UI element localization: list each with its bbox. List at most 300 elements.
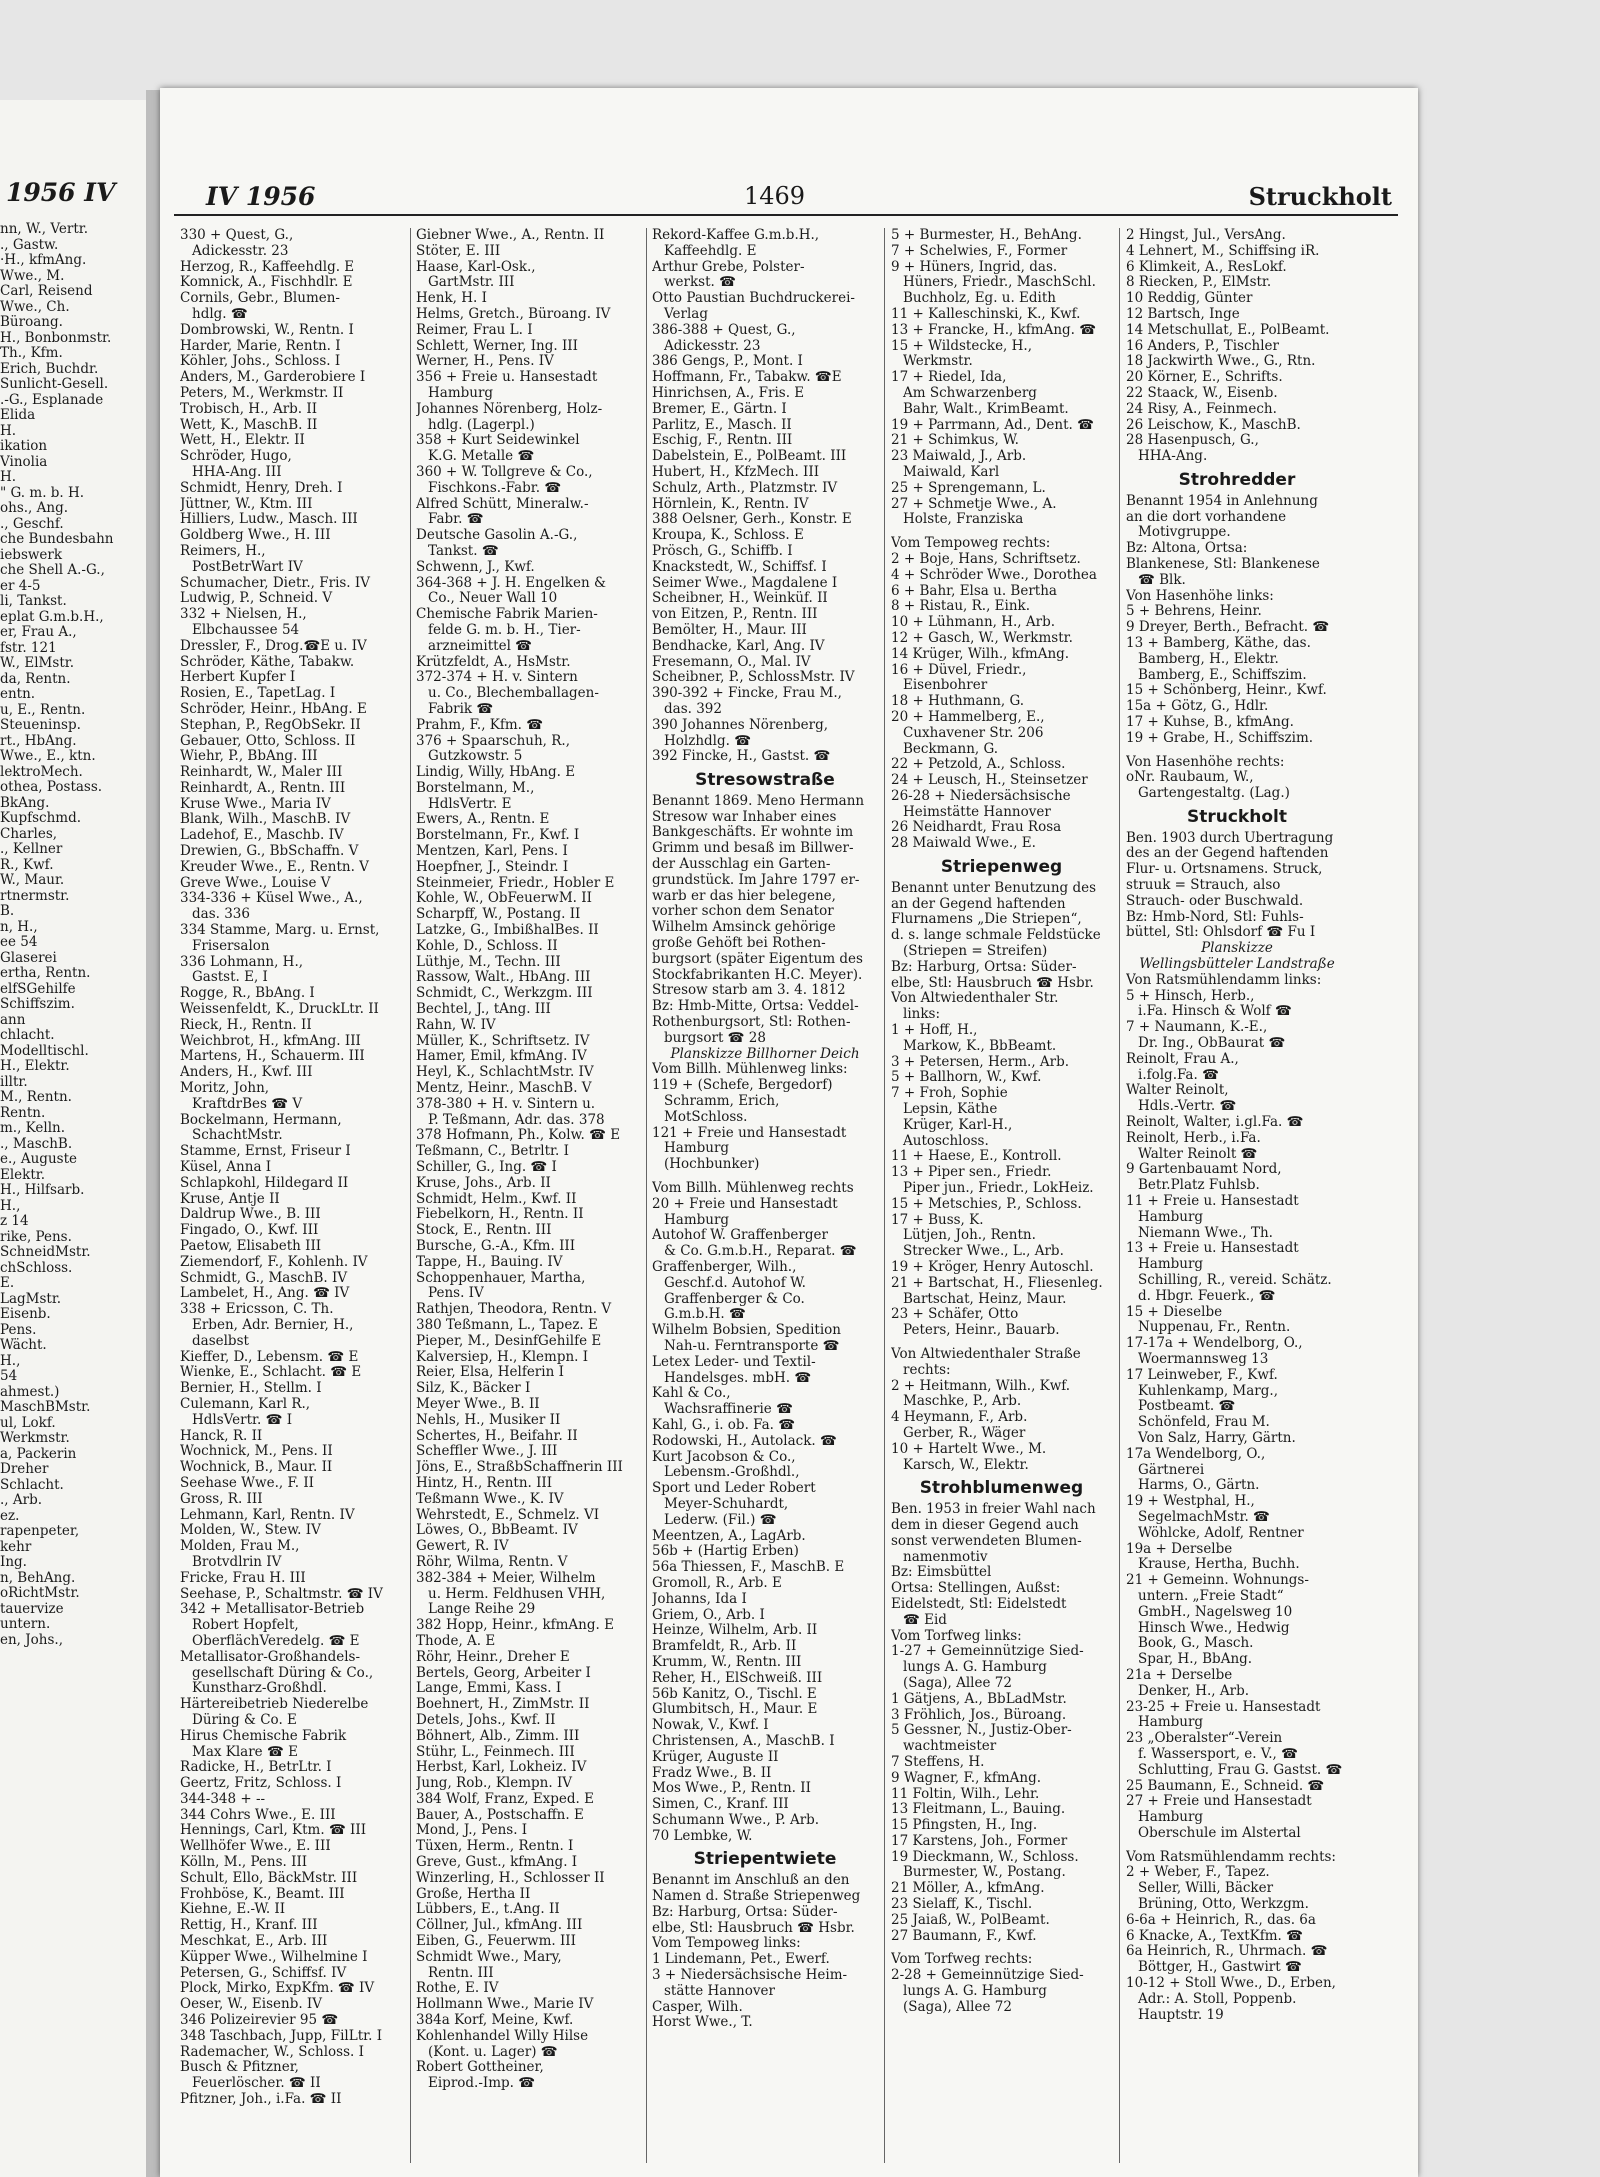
plan-sketch-note: Wellingsbütteler Landstraße: [1139, 957, 1335, 973]
directory-entry: Motivgruppe.: [1138, 525, 1231, 541]
directory-entry: Boehnert, H., ZimMstr. II: [416, 1697, 590, 1713]
directory-entry: 390-392 + Fincke, Frau M.,: [652, 686, 842, 702]
directory-entry: 19 + Westphal, H.,: [1126, 1494, 1255, 1510]
directory-entry: Reinolt, Frau A.,: [1126, 1051, 1239, 1067]
directory-entry: Dabelstein, E., PolBeamt. III: [652, 449, 847, 465]
directory-entry: Kruse, Johs., Arb. II: [416, 1175, 551, 1191]
directory-entry: 360 + W. Tollgreve & Co.,: [416, 464, 593, 480]
directory-entry: Nuppenau, Fr., Rentn.: [1138, 1320, 1291, 1336]
directory-entry: Rettig, H., Kranf. III: [180, 1918, 318, 1934]
directory-entry: Schönfeld, Frau M.: [1138, 1415, 1270, 1431]
directory-entry: Reier, Elsa, Helferin I: [416, 1365, 564, 1381]
left-fragment-line: rt., HbAng.: [0, 733, 77, 749]
left-fragment-line: ahmest.): [0, 1384, 60, 1400]
left-fragment-line: Rentn.: [0, 1105, 46, 1121]
directory-entry: der Ausschlag ein Garten-: [652, 857, 831, 873]
left-fragment-line: Wwe., Ch.: [0, 299, 70, 315]
page-number: 1469: [744, 182, 806, 210]
directory-entry: Pieper, M., DesinfGehilfe E: [416, 1333, 602, 1349]
directory-entry: Prösch, G., Schiffb. I: [652, 543, 793, 559]
directory-entry: Radicke, H., BetrLtr. I: [180, 1760, 332, 1776]
directory-entry: Parlitz, E., Masch. II: [652, 417, 792, 433]
directory-entry: Deutsche Gasolin A.-G.,: [416, 528, 578, 544]
directory-entry: 13 + Bamberg, Käthe, das.: [1126, 635, 1311, 651]
directory-entry: 1 + Hoff, H.,: [891, 1023, 978, 1039]
left-fragment-line: e., Auguste: [0, 1152, 77, 1167]
directory-entry: 17 + Buss, K.: [891, 1212, 984, 1228]
directory-entry: Strauch- oder Buschwald.: [1126, 893, 1304, 909]
directory-entry: Küpper Wwe., Wilhelmine I: [180, 1949, 368, 1965]
directory-entry: Scheibner, P., SchlossMstr. IV: [652, 670, 855, 686]
directory-entry: 1 Lindemann, Pet., Ewerf.: [652, 1952, 830, 1968]
left-fragment-line: illtr.: [0, 1074, 28, 1090]
directory-entry: 23 Sielaff, K., Tischl.: [891, 1897, 1033, 1913]
plan-sketch-note: Planskizze Billhorner Deich: [670, 1046, 860, 1062]
left-fragment-line: elfSGehilfe: [0, 981, 76, 997]
directory-entry: Seehase Wwe., F. II: [180, 1475, 314, 1491]
directory-entry: 19 + Kröger, Henry Autoschl.: [891, 1260, 1094, 1275]
directory-entry: Von Altwiedenthaler Straße: [891, 1346, 1081, 1362]
directory-entry: von Eitzen, P., Rentn. III: [652, 607, 818, 623]
directory-entry: Oberschule im Alstertal: [1138, 1825, 1301, 1841]
directory-entry: Adr.: A. Stoll, Poppenb.: [1138, 1991, 1297, 2007]
directory-entry: das. 336: [192, 907, 250, 923]
directory-entry: Flur- u. Ortsnamens. Struck,: [1126, 862, 1323, 878]
directory-entry: Kurt Jacobson & Co.,: [652, 1449, 796, 1465]
directory-entry: Meschkat, E., Arb. III: [180, 1934, 328, 1950]
directory-entry: 18 Jackwirth Wwe., G., Rtn.: [1126, 354, 1316, 370]
directory-entry: 20 + Freie und Hansestadt: [652, 1196, 838, 1212]
left-fragment-line: ·H., kfmAng.: [0, 253, 87, 268]
directory-entry: Wett, K., MaschB. II: [180, 417, 318, 433]
directory-entry: Krüger, Auguste II: [652, 1749, 779, 1765]
directory-entry: Lambelet, H., Ang. ☎ IV: [180, 1286, 350, 1302]
left-fragment-line: rtnermstr.: [0, 888, 70, 904]
left-fragment-line: Wächt.: [0, 1338, 47, 1353]
directory-entry: Herbst, Karl, Lokheiz. IV: [416, 1760, 587, 1776]
left-fragment-line: Sunlicht-Gesell.: [0, 377, 109, 392]
street-heading: Struckholt: [1187, 806, 1287, 827]
left-fragment-line: H.,: [0, 1353, 21, 1369]
directory-entry: Kuhlenkamp, Marg.,: [1138, 1383, 1278, 1399]
directory-entry: Paetow, Elisabeth III: [180, 1239, 322, 1254]
directory-entry: Wehrstedt, E., Schmelz. VI: [416, 1507, 600, 1523]
left-fragment-line: Schlacht.: [0, 1477, 64, 1493]
directory-entry: Robert Hopfelt,: [192, 1618, 299, 1634]
directory-entry: Otto Paustian Buchdruckerei-: [652, 291, 855, 307]
directory-entry: 56a Thiessen, F., MaschB. E: [652, 1560, 845, 1576]
directory-entry: Bamberg, H., Elektr.: [1138, 651, 1279, 667]
directory-entry: Rassow, Walt., HbAng. III: [416, 970, 591, 986]
directory-entry: OberflächVeredelg. ☎ E: [192, 1633, 360, 1649]
directory-entry: Bz: Harburg, Ortsa: Süder-: [891, 959, 1077, 975]
directory-entry: 3 Fröhlich, Jos., Büroang.: [891, 1707, 1067, 1723]
directory-entry: Kohlenhandel Willy Hilse: [416, 2028, 589, 2044]
left-fragment-line: n, BehAng.: [0, 1570, 76, 1586]
directory-entry: felde G. m. b. H., Tier-: [428, 622, 581, 638]
directory-entry: Bremer, E., Gärtn. I: [652, 401, 787, 417]
directory-entry: Flurnamens „Die Striepen“,: [891, 912, 1082, 928]
left-fragment-line: H.: [0, 470, 17, 485]
directory-entry: Lepsin, Käthe: [903, 1102, 998, 1118]
spacer: [1126, 1842, 1348, 1850]
directory-entry: Feuerlöscher. ☎ II: [192, 2076, 321, 2092]
directory-entry: Vom Ratsmühlendamm rechts:: [1126, 1849, 1336, 1865]
directory-entry: Giebner Wwe., A., Rentn. II: [416, 228, 605, 243]
directory-entry: Winzerling, H., Schlosser II: [416, 1870, 605, 1886]
street-heading: Strohblumenweg: [919, 1478, 1084, 1499]
directory-entry: 22 + Petzold, A., Schloss.: [891, 757, 1066, 773]
directory-entry: 2 Hingst, Jul., VersAng.: [1126, 228, 1286, 243]
left-fragment-line: SchneidMstr.: [0, 1245, 91, 1260]
directory-entry: 338 + Ericsson, C. Th.: [180, 1302, 334, 1318]
directory-entry: Hintz, H., Rentn. III: [416, 1475, 553, 1491]
left-fragment-line: m., Kelln.: [0, 1121, 66, 1136]
directory-entry: 28 Hasenpusch, G.,: [1126, 433, 1259, 449]
directory-entry: 332 + Nielsen, H.,: [180, 607, 307, 623]
directory-entry: Chemische Fabrik Marien-: [416, 607, 598, 623]
directory-entry: Kahl, G., i. ob. Fa. ☎: [652, 1417, 796, 1433]
directory-entry: Borstelmann, M.,: [416, 780, 535, 796]
directory-entry: Mentz, Heinr., MaschB. V: [416, 1081, 592, 1097]
directory-entry: Fresemann, O., Mal. IV: [652, 654, 811, 670]
directory-entry: Maiwald, Karl: [903, 464, 1000, 480]
directory-entry: vorher schon dem Senator: [652, 904, 834, 920]
directory-entry: Karsch, W., Elektr.: [903, 1457, 1029, 1473]
directory-entry: 6 Klimkeit, A., ResLokf.: [1126, 259, 1287, 275]
directory-entry: Rentn. III: [428, 1965, 494, 1981]
directory-entry: Benannt unter Benutzung des: [891, 880, 1097, 896]
directory-entry: Von Hasenhöhe links:: [1126, 588, 1274, 604]
directory-entry: Co., Neuer Wall 10: [428, 591, 558, 607]
left-fragment-line: 54: [0, 1369, 18, 1384]
directory-entry: 17 Karstens, Joh., Former: [891, 1833, 1068, 1849]
directory-entry: Vom Torfweg rechts:: [891, 1952, 1033, 1968]
directory-entry: an der Gegend haftenden: [891, 896, 1066, 912]
plan-sketch-note: Planskizze: [1201, 941, 1273, 957]
directory-entry: Heinze, Wilhelm, Arb. II: [652, 1623, 818, 1639]
directory-entry: Lindig, Willy, HbAng. E: [416, 765, 576, 781]
directory-entry: Book, G., Masch.: [1138, 1636, 1254, 1652]
directory-entry: 7 Steffens, H.: [891, 1754, 985, 1770]
directory-entry: i.folg.Fa. ☎: [1138, 1067, 1219, 1083]
directory-entry: Teßmann, C., Betrltr. I: [416, 1144, 569, 1160]
directory-entry: Heimstätte Hannover: [903, 804, 1051, 820]
directory-entry: 12 + Gasch, W., Werkmstr.: [891, 630, 1073, 646]
directory-entry: Burmester, W., Postang.: [903, 1865, 1066, 1881]
directory-entry: Bartschat, Heinz, Maur.: [903, 1291, 1067, 1307]
left-fragment-line: H., Elektr.: [0, 1059, 70, 1074]
directory-entry: Simen, C., Kranf. III: [652, 1797, 789, 1813]
directory-entry: Oeser, W., Eisenb. IV: [180, 1997, 323, 2013]
running-street-head: Struckholt: [1248, 182, 1392, 211]
directory-entry: Johannes Nörenberg, Holz-: [416, 401, 603, 417]
directory-entry: 15 + Wildstecke, H.,: [891, 338, 1032, 354]
directory-entry: Schilling, R., vereid. Schätz.: [1138, 1273, 1332, 1288]
left-fragment-line: chlacht.: [0, 1028, 55, 1043]
directory-entry: Reimers, H.,: [180, 543, 266, 559]
directory-entry: Rothe, E. IV: [416, 1981, 499, 1997]
directory-entry: f. Wassersport, e. V., ☎: [1138, 1746, 1298, 1762]
left-fragment-line: che Shell A.-G.,: [0, 563, 105, 578]
directory-entry: Spar, H., BbAng.: [1138, 1652, 1253, 1668]
directory-entry: Scharpff, W., Postang. II: [416, 907, 581, 923]
directory-entry: Wochnick, B., Maur. II: [180, 1460, 333, 1476]
left-fragment-line: E.: [0, 1276, 15, 1291]
directory-entry: 23 „Oberalster“-Verein: [1126, 1731, 1283, 1747]
directory-entry: Schlapkohl, Hildegard II: [180, 1175, 349, 1191]
directory-entry: Kaffeehdlg. E: [664, 243, 757, 259]
directory-entry: 378 Hofmann, Ph., Kolw. ☎ E: [416, 1128, 621, 1144]
directory-entry: grundstück. Im Jahre 1797 er-: [652, 872, 860, 888]
directory-entry: werkst. ☎: [664, 275, 736, 291]
directory-entry: Alfred Schütt, Mineralw.-: [416, 496, 589, 512]
directory-entry: Knackstedt, W., Schiffsf. I: [652, 559, 827, 575]
directory-entry: Von Salz, Harry, Gärtn.: [1138, 1430, 1296, 1446]
directory-entry: 13 Fleitmann, L., Bauing.: [891, 1802, 1066, 1818]
directory-entry: Hüners, Friedr., MaschSchl.: [903, 275, 1096, 291]
directory-entry: i.Fa. Hinsch & Wolf ☎: [1138, 1004, 1292, 1020]
directory-entry: Eidelstedt, Stl: Eidelstedt: [891, 1596, 1067, 1612]
directory-entry: HHA-Ang.: [1138, 449, 1208, 465]
directory-entry: Müller, K., Schriftsetz. IV: [416, 1033, 590, 1049]
directory-entry: 9 Gartenbauamt Nord,: [1126, 1162, 1282, 1178]
directory-entry: 14 Metschullat, E., PolBeamt.: [1126, 322, 1330, 338]
directory-entry: Lebensm.-Großhdl.,: [664, 1465, 800, 1481]
directory-entry: Vom Billh. Mühlenweg rechts: [652, 1181, 854, 1197]
directory-entry: Autoschloss.: [903, 1133, 989, 1149]
directory-entry: Dressler, F., Drog.☎E u. IV: [180, 638, 367, 654]
left-fragment-line: ., MaschB.: [0, 1136, 73, 1152]
directory-entry: Strecker Wwe., L., Arb.: [903, 1244, 1064, 1260]
directory-entry: 17a Wendelborg, O.,: [1126, 1446, 1266, 1462]
directory-entry: Bahr, Walt., KrimBeamt.: [903, 401, 1069, 417]
directory-entry: (Striepen = Streifen): [903, 944, 1048, 960]
directory-entry: Denker, H., Arb.: [1138, 1683, 1250, 1699]
directory-entry: Petersen, G., Schiffsf. IV: [180, 1965, 347, 1981]
left-fragment-line: W., Maur.: [0, 873, 65, 888]
directory-entry: Vom Tempoweg links:: [652, 1936, 801, 1952]
directory-entry: Bendhacke, Karl, Ang. IV: [652, 638, 825, 654]
left-fragment-line: " G. m. b. H.: [0, 485, 85, 501]
directory-entry: Steinmeier, Friedr., Hobler E: [416, 875, 615, 891]
directory-entry: Schlutting, Frau G. Gastst. ☎: [1138, 1762, 1343, 1778]
directory-entry: Hirus Chemische Fabrik: [180, 1728, 347, 1744]
directory-entry: Kiehne, E.-W. II: [180, 1902, 286, 1918]
directory-entry: Reinolt, Herb., i.Fa.: [1126, 1130, 1261, 1146]
directory-entry: Schumacher, Dietr., Fris. IV: [180, 575, 370, 591]
directory-entry: links:: [903, 1007, 940, 1023]
directory-entry: 5 Gessner, N., Justiz-Ober-: [891, 1723, 1072, 1739]
directory-entry: 6-6a + Heinrich, R., das. 6a: [1126, 1912, 1316, 1928]
directory-entry: das. 392: [664, 701, 722, 717]
directory-entry: Ladehof, E., Maschb. IV: [180, 828, 344, 844]
directory-entry: Robert Gottheiner,: [416, 2060, 544, 2076]
directory-entry: 13 + Francke, H., kfmAng. ☎: [891, 322, 1097, 338]
column-divider: [884, 228, 885, 2163]
left-fragment-line: Eisenb.: [0, 1307, 51, 1322]
directory-entry: Moritz, John,: [180, 1081, 270, 1097]
directory-entry: Hörnlein, K., Rentn. IV: [652, 496, 809, 512]
directory-entry: Schiller, G., Ing. ☎ I: [416, 1160, 557, 1176]
directory-entry: 11 + Freie u. Hansestadt: [1126, 1194, 1299, 1210]
directory-entry: 24 Risy, A., Feinmech.: [1126, 401, 1277, 417]
left-page-text: [0, 222, 140, 1648]
left-fragment-line: z 14: [0, 1214, 29, 1229]
left-fragment-line: M., Rentn.: [0, 1090, 72, 1105]
directory-entry: 17 + Riedel, Ida,: [891, 370, 1007, 386]
street-heading: Strohredder: [1178, 469, 1296, 490]
left-fragment-line: Werkmstr.: [0, 1431, 70, 1446]
directory-entry: 8 Riecken, P., ElMstr.: [1126, 275, 1272, 291]
directory-entry: Frisersalon: [192, 938, 270, 954]
left-fragment-line: iebswerk: [0, 547, 63, 563]
directory-entry: Borstelmann, Fr., Kwf. I: [416, 828, 580, 844]
directory-entry: Jüttner, W., Ktm. III: [180, 496, 313, 512]
directory-entry: Werner, H., Pens. IV: [416, 354, 554, 370]
directory-entry: büttel, Stl: Ohlsdorf ☎ Fu I: [1126, 925, 1316, 941]
directory-entry: Graffenberger & Co.: [664, 1291, 805, 1307]
directory-entry: 1-27 + Gemeinnützige Sied-: [891, 1644, 1084, 1660]
directory-entry: Hamburg: [664, 1212, 730, 1228]
directory-entry: Verlag: [664, 306, 708, 322]
directory-entry: namenmotiv: [903, 1549, 988, 1565]
directory-entry: Hilliers, Ludw., Masch. III: [180, 512, 358, 528]
directory-entry: Rathjen, Theodora, Rentn. V: [416, 1302, 612, 1318]
directory-entry: 26 Neidhardt, Frau Rosa: [891, 820, 1062, 836]
directory-entry: Ziemendorf, F., Kohlenh. IV: [180, 1254, 368, 1270]
directory-entry: Fingado, O., Kwf. III: [180, 1223, 319, 1239]
directory-entry: Ludwig, P., Schneid. V: [180, 591, 333, 607]
directory-entry: Anders, H., Kwf. III: [180, 1065, 313, 1081]
directory-entry: Wochnick, M., Pens. II: [180, 1444, 333, 1460]
directory-entry: Elbchaussee 54: [192, 622, 300, 638]
directory-entry: Benannt 1869. Meno Hermann: [652, 793, 865, 809]
directory-entry: oNr. Raubaum, W.,: [1126, 770, 1254, 786]
directory-entry: 2 + Boje, Hans, Schriftsetz.: [891, 551, 1081, 567]
directory-entry: Beckmann, G.: [903, 741, 999, 757]
directory-entry: Rosien, E., TapetLag. I: [180, 686, 336, 702]
directory-entry: Wellhöfer Wwe., E. III: [180, 1839, 331, 1855]
directory-entry: 28 Maiwald Wwe., E.: [891, 836, 1036, 852]
directory-entry: K.G. Metalle ☎: [428, 449, 535, 465]
directory-entry: Hamer, Emil, kfmAng. IV: [416, 1049, 587, 1065]
directory-entry: Greve, Gust., kfmAng. I: [416, 1855, 578, 1871]
directory-entry: P. Teßmann, Adr. das. 378: [428, 1112, 605, 1128]
directory-entry: Gastst. E, I: [192, 970, 268, 986]
directory-entry: Ben. 1903 durch Übertragung: [1126, 830, 1334, 846]
directory-entry: 11 + Kalleschinski, K., Kwf.: [891, 306, 1081, 322]
directory-entry: Cöllner, Jul., kfmAng. III: [416, 1918, 583, 1934]
street-heading: Stresowstraße: [695, 770, 835, 791]
directory-entry: Henk, H. I: [416, 291, 487, 307]
directory-entry: Lehmann, Karl, Rentn. IV: [180, 1507, 355, 1523]
directory-entry: Eiben, G., Feuerwm. III: [416, 1934, 576, 1950]
directory-entry: Haase, Karl-Osk.,: [416, 259, 536, 275]
directory-entry: Hinsch Wwe., Hedwig: [1138, 1620, 1290, 1636]
left-fragment-line: Dreher: [0, 1462, 49, 1477]
directory-entry: Anders, M., Garderobiere I: [180, 370, 366, 386]
directory-entry: GmbH., Nagelsweg 10: [1138, 1604, 1293, 1620]
directory-entry: Härtereibetrieb Niederelbe: [180, 1697, 369, 1713]
directory-entry: Hamburg: [428, 385, 494, 401]
directory-entry: Kölln, M., Pens. III: [180, 1855, 308, 1871]
directory-entry: Lange, Emmi, Kass. I: [416, 1681, 562, 1697]
directory-entry: 344 Cohrs Wwe., E. III: [180, 1807, 336, 1823]
directory-entry: 10 + Lühmann, H., Arb.: [891, 615, 1056, 631]
directory-entry: Max Klare ☎ E: [192, 1744, 298, 1760]
directory-entry: d. Hbgr. Feuerk., ☎: [1138, 1288, 1276, 1304]
directory-entry: 25 Baumann, E., Schneid. ☎: [1126, 1778, 1325, 1794]
directory-entry: Christensen, A., MaschB. I: [652, 1733, 835, 1749]
directory-entry: 15a + Götz, G., Hdlr.: [1126, 699, 1269, 715]
directory-entry: rechts:: [903, 1362, 951, 1378]
directory-entry: Holste, Franziska: [903, 512, 1024, 528]
directory-entry: 20 Körner, E., Schrifts.: [1126, 370, 1283, 386]
spacer: [891, 1339, 1112, 1347]
directory-entry: 25 + Sprengemann, L.: [891, 480, 1046, 496]
directory-entry: Schmidt, Henry, Dreh. I: [180, 480, 343, 496]
directory-entry: 19a + Derselbe: [1126, 1541, 1233, 1557]
directory-entry: Schröder, Hugo,: [180, 449, 292, 465]
directory-entry: SegelmachMstr. ☎: [1138, 1509, 1270, 1525]
directory-entry: Lütjen, Joh., Rentn.: [903, 1228, 1036, 1244]
left-page-fragment: [0, 100, 149, 2177]
header-rule: [174, 214, 1398, 216]
directory-entry: Reinolt, Walter, i.gl.Fa. ☎: [1126, 1115, 1304, 1131]
directory-entry: Scheibner, H., Weinküf. II: [652, 591, 828, 607]
directory-entry: 27 Baumann, F., Kwf.: [891, 1928, 1037, 1944]
left-fragment-line: a, Packerin: [0, 1446, 77, 1462]
left-fragment-line: H.,: [0, 1198, 21, 1214]
directory-entry: PostBetrWart IV: [192, 559, 303, 575]
left-fragment-line: W., ElMstr.: [0, 656, 74, 671]
directory-entry: Löwes, O., BbBeamt. IV: [416, 1523, 578, 1539]
directory-entry: Stresow starb am 3. 4. 1812: [652, 983, 846, 999]
directory-entry: 356 + Freie u. Hansestadt: [416, 370, 598, 386]
directory-entry: Detels, Johs., Kwf. II: [416, 1712, 556, 1728]
directory-entry: Rodowski, H., Autolack. ☎: [652, 1433, 837, 1449]
directory-entry: 13 + Freie u. Hansestadt: [1126, 1241, 1299, 1257]
directory-entry: Weichbrot, H., kfmAng. III: [180, 1033, 361, 1049]
left-page-header: 1956 IV: [6, 178, 116, 207]
directory-entry: Eisenbohrer: [903, 678, 988, 694]
directory-entry: Schröder, Käthe, Tabakw.: [180, 654, 355, 670]
directory-entry: Böttger, H., Gastwirt ☎: [1138, 1960, 1302, 1976]
directory-entry: Hoffmann, Fr., Tabakw. ☎E: [652, 370, 842, 386]
directory-entry: Am Schwarzenberg: [903, 385, 1037, 401]
directory-entry: Gärtnerei: [1138, 1462, 1205, 1478]
directory-entry: Hanck, R. II: [180, 1428, 263, 1444]
directory-entry: Fischkons.-Fabr. ☎: [428, 480, 562, 496]
left-fragment-line: rike, Pens.: [0, 1229, 72, 1245]
directory-entry: 3 + Niedersächsische Heim-: [652, 1968, 848, 1984]
directory-entry: Nah-u. Ferntransporte ☎: [664, 1338, 840, 1354]
directory-entry: Griem, O., Arb. I: [652, 1607, 765, 1623]
directory-entry: 384 Wolf, Franz, Exped. E: [416, 1791, 594, 1807]
street-heading: Striepentwiete: [693, 1849, 837, 1870]
directory-entry: 24 + Leusch, H., Steinsetzer: [891, 773, 1088, 789]
left-fragment-line: untern.: [0, 1617, 51, 1632]
directory-entry: 19 + Grabe, H., Schiffszim.: [1126, 730, 1314, 746]
left-fragment-line: nn, W., Vertr.: [0, 222, 89, 237]
directory-entry: an die dort vorhandene: [1126, 509, 1287, 525]
directory-entry: Teßmann Wwe., K. IV: [416, 1491, 564, 1507]
directory-entry: Lederw. (Fil.) ☎: [664, 1512, 777, 1528]
directory-entry: Busch & Pfitzner,: [180, 2060, 299, 2076]
directory-entry: Rothenburgsort, Stl: Rothen-: [652, 1015, 851, 1031]
directory-entry: Dombrowski, W., Rentn. I: [180, 322, 354, 338]
